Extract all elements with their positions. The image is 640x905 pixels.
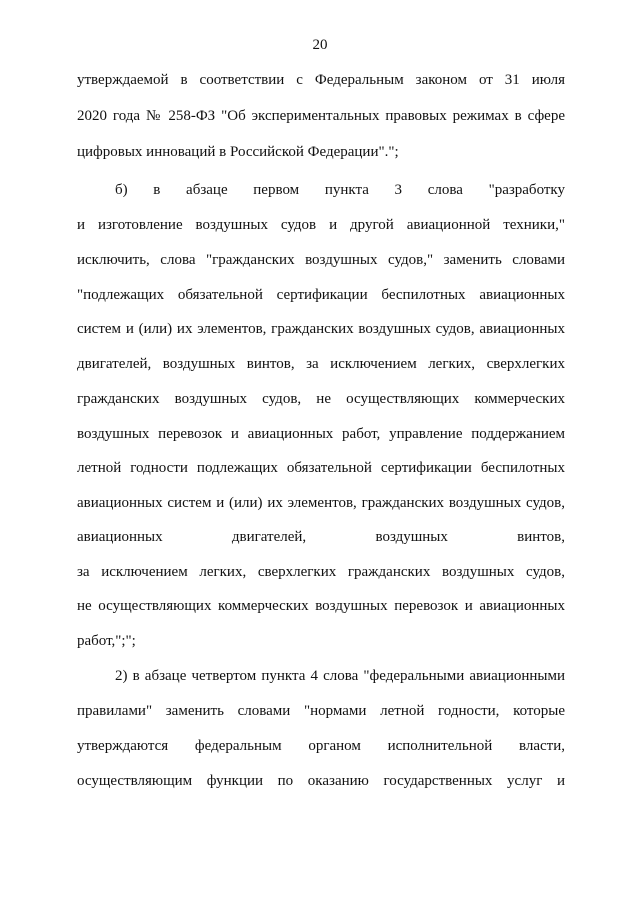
page-number: 20 <box>312 37 328 53</box>
text-line: гражданских воздушных судов, не осуществляющих коммерческих <box>77 391 565 407</box>
text-line: и изготовление воздушных судов и другой авиационной техники," <box>77 217 565 233</box>
text-line: летной годности подлежащих обязательной сертификации беспилотных <box>77 460 565 476</box>
text-line: правилами" заменить словами "нормами летной годности, которые <box>77 703 565 719</box>
text-line: осуществляющим функции по оказанию государственных услуг и <box>77 773 565 789</box>
text-line: за исключением легких, сверхлегких гражданских воздушных судов, <box>77 564 565 580</box>
text-line: авиационных систем и (или) их элементов, гражданских воздушных судов, <box>77 495 565 511</box>
text-line: б) в абзаце первом пункта 3 слова "разработку <box>115 182 565 198</box>
text-line: работ,";"; <box>77 633 136 649</box>
text-line: систем и (или) их элементов, гражданских воздушных судов, авиационных <box>77 321 565 337</box>
text-line: "подлежащих обязательной сертификации беспилотных авиационных <box>77 287 565 303</box>
text-line: 2) в абзаце четвертом пункта 4 слова "федеральными авиационными <box>115 668 565 684</box>
text-line: утверждаются федеральным органом исполнительной власти, <box>77 738 565 754</box>
text-line: авиационных двигателей, воздушных винтов, <box>77 529 565 545</box>
text-line: двигателей, воздушных винтов, за исключением легких, сверхлегких <box>77 356 565 372</box>
text-line: цифровых инноваций в Российской Федерации"."; <box>77 144 399 160</box>
text-line: утверждаемой в соответствии с Федеральным законом от 31 июля <box>77 72 565 88</box>
text-line: 2020 года № 258-ФЗ "Об экспериментальных правовых режимах в сфере <box>77 108 565 124</box>
text-line: исключить, слова "гражданских воздушных судов," заменить словами <box>77 252 565 268</box>
text-line: не осуществляющих коммерческих воздушных перевозок и авиационных <box>77 598 565 614</box>
text-line: воздушных перевозок и авиационных работ, управление поддержанием <box>77 426 565 442</box>
